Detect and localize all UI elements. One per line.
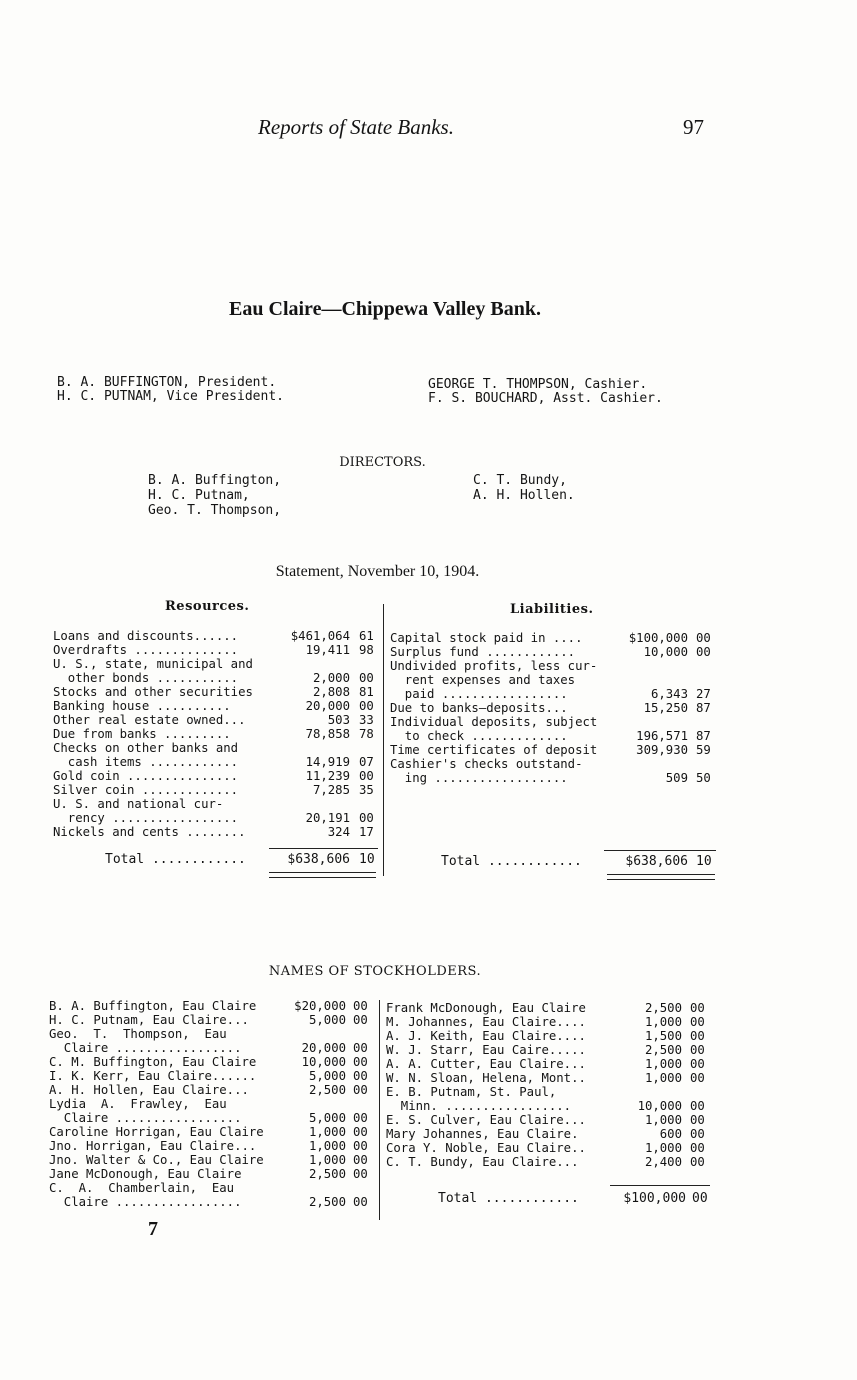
ledger-row (390, 701, 716, 715)
resources-total-label: Total ............ (105, 852, 246, 867)
resources-total-rule (269, 848, 378, 849)
officer-president: B. A. BUFFINGTON, President. (57, 375, 277, 390)
directors-right (473, 473, 575, 503)
ledger-row-cents: 00 (353, 1125, 368, 1139)
ledger-row-amount: 1,000 (644, 1141, 682, 1155)
ledger-row (386, 1099, 712, 1113)
ledger-row-amount: 11,239 (305, 769, 350, 783)
ledger-row-cents: 00 (690, 1127, 705, 1141)
ledger-row-cents: 27 (696, 687, 711, 701)
ledger-row-cents: 81 (359, 685, 374, 699)
ledger-row-cents: 00 (690, 1113, 705, 1127)
ledger-row-amount: 1,000 (644, 1057, 682, 1071)
ledger-row (386, 1057, 712, 1071)
ledger-row (386, 1001, 712, 1015)
ledger-row (53, 741, 378, 755)
ledger-row (49, 1125, 374, 1139)
ledger-row (53, 727, 378, 741)
ledger-row-cents: 61 (359, 629, 374, 643)
ledger-row-label: C. T. Bundy, Eau Claire... (386, 1155, 579, 1169)
director-name: A. H. Hollen. (473, 488, 575, 503)
page-number: 97 (683, 115, 704, 139)
officer-cashier: GEORGE T. THOMPSON, Cashier. (428, 377, 648, 392)
ledger-row (386, 1071, 712, 1085)
ledger-row-cents: 00 (353, 1195, 368, 1209)
ledger-row-amount: 6,343 (650, 687, 688, 701)
ledger-row-label: A. H. Hollen, Eau Claire... (49, 1083, 249, 1097)
ledger-row (390, 659, 716, 673)
ledger-row (390, 631, 716, 645)
ledger-row-amount: 196,571 (636, 729, 688, 743)
stockholders-total-rule (610, 1185, 710, 1186)
ledger-row-label: W. N. Sloan, Helena, Mont.. (386, 1071, 586, 1085)
ledger-row-label: B. A. Buffington, Eau Claire (49, 999, 257, 1013)
ledger-row-label: I. K. Kerr, Eau Claire...... (49, 1069, 257, 1083)
ledger-row-cents: 00 (690, 1015, 705, 1029)
ledger-row-amount: $20,000 (294, 999, 346, 1013)
ledger-row (49, 1181, 374, 1195)
ledger-row (53, 685, 378, 699)
ledger-row-label: Claire ................. (49, 1195, 242, 1209)
ledger-row-cents: 00 (353, 1167, 368, 1181)
ledger-row (390, 673, 716, 687)
ledger-row-cents: 00 (353, 1013, 368, 1027)
ledger-row-label: Surplus fund ............ (390, 645, 576, 659)
ledger-row (53, 783, 378, 797)
ledger-row (49, 1013, 374, 1027)
ledger-row-cents: 59 (696, 743, 711, 757)
ledger-row (390, 743, 716, 757)
ledger-row-amount: 1,000 (644, 1113, 682, 1127)
ledger-row (390, 771, 716, 785)
ledger-row-label: rent expenses and taxes (390, 673, 576, 687)
ledger-row (390, 687, 716, 701)
ledger-row-cents: 00 (353, 1153, 368, 1167)
ledger-row-label: Silver coin ............. (53, 783, 239, 797)
ledger-row-label: Gold coin ............... (53, 769, 239, 783)
ledger-row-amount: 5,000 (308, 1013, 346, 1027)
ledger-row (390, 729, 716, 743)
ledger-row (53, 825, 378, 839)
ledger-row-amount: 20,191 (305, 811, 350, 825)
ledger-row (49, 1083, 374, 1097)
ledger-row-amount: 2,500 (644, 1001, 682, 1015)
ledger-row-label: to check ............. (390, 729, 568, 743)
ledger-row-cents: 00 (690, 1029, 705, 1043)
ledger-row (49, 1097, 374, 1111)
ledger-row-amount: 20,000 (301, 1041, 346, 1055)
signature-mark: 7 (148, 1218, 158, 1240)
resources-total-double-rule (269, 872, 376, 878)
ledger-row-label: U. S. and national cur- (53, 797, 224, 811)
ledger-row-label: Lydia A. Frawley, Eau (49, 1097, 227, 1111)
officers-right (428, 378, 663, 406)
ledger-row-cents: 00 (690, 1071, 705, 1085)
ledger-row-cents: 00 (353, 1069, 368, 1083)
ledger-row-cents: 00 (353, 1041, 368, 1055)
ledger-row-label: Mary Johannes, Eau Claire. (386, 1127, 579, 1141)
ledger-row-label: Capital stock paid in .... (390, 631, 583, 645)
director-name: Geo. T. Thompson, (148, 503, 282, 518)
resources-table (53, 629, 378, 839)
ledger-row-amount: 509 (665, 771, 688, 785)
ledger-row-label: Caroline Horrigan, Eau Claire (49, 1125, 264, 1139)
ledger-row-amount: 1,000 (308, 1139, 346, 1153)
ledger-row-cents: 87 (696, 729, 711, 743)
liabilities-total-double-rule (607, 874, 715, 880)
officers-left (57, 376, 284, 404)
ledger-row (53, 769, 378, 783)
ledger-row-cents: 00 (690, 1057, 705, 1071)
stockholders-total-label: Total ............ (438, 1191, 579, 1206)
stockholders-total-amount: $100,000 (623, 1191, 686, 1206)
ledger-row (49, 999, 374, 1013)
ledger-row-cents: 00 (359, 811, 374, 825)
ledger-row-amount: 10,000 (301, 1055, 346, 1069)
ledger-row-label: Minn. ................. (386, 1099, 572, 1113)
statement-title: Statement, November 10, 1904. (275, 563, 480, 580)
officer-vice-president: H. C. PUTNAM, Vice President. (57, 389, 284, 404)
ledger-row-amount: 2,500 (644, 1043, 682, 1057)
ledger-row-label: ing .................. (390, 771, 568, 785)
ledger-row-label: Jno. Horrigan, Eau Claire... (49, 1139, 257, 1153)
directors-left (148, 473, 281, 518)
ledger-row-cents: 00 (353, 1083, 368, 1097)
ledger-row-label: Due from banks ......... (53, 727, 231, 741)
liabilities-heading: Liabilities. (510, 602, 594, 617)
ledger-row-amount: 19,411 (305, 643, 350, 657)
ledger-row-cents: 00 (353, 1055, 368, 1069)
ledger-row-label: Claire ................. (49, 1111, 242, 1125)
ledger-row-amount: 2,500 (308, 1083, 346, 1097)
ledger-row-cents: 00 (696, 631, 711, 645)
ledger-row (49, 1153, 374, 1167)
ledger-row (386, 1155, 712, 1169)
ledger-row-cents: 00 (359, 699, 374, 713)
ledger-row (49, 1069, 374, 1083)
ledger-row-label: Time certificates of deposit (390, 743, 598, 757)
ledger-row (386, 1043, 712, 1057)
ledger-row-amount: 2,000 (312, 671, 350, 685)
ledger-row-cents: 00 (690, 1001, 705, 1015)
statement-divider (383, 604, 384, 876)
stockholders-heading: NAMES OF STOCKHOLDERS. (268, 964, 482, 979)
ledger-row-amount: 15,250 (643, 701, 688, 715)
ledger-row-label: C. M. Buffington, Eau Claire (49, 1055, 257, 1069)
ledger-row (53, 755, 378, 769)
ledger-row (390, 645, 716, 659)
ledger-row-label: Banking house .......... (53, 699, 231, 713)
ledger-row (49, 1167, 374, 1181)
ledger-row-cents: 00 (353, 1139, 368, 1153)
ledger-row-amount: 5,000 (308, 1111, 346, 1125)
ledger-row-cents: 00 (690, 1099, 705, 1113)
ledger-row-cents: 00 (359, 769, 374, 783)
liabilities-table (390, 631, 716, 785)
ledger-row-cents: 00 (353, 999, 368, 1013)
ledger-row-amount: 10,000 (643, 645, 688, 659)
liabilities-total-label: Total ............ (441, 854, 582, 869)
ledger-row-label: E. S. Culver, Eau Claire... (386, 1113, 586, 1127)
ledger-row-label: Claire ................. (49, 1041, 242, 1055)
ledger-row (53, 699, 378, 713)
ledger-row-label: Cashier's checks outstand- (390, 757, 583, 771)
ledger-row-amount: 78,858 (305, 727, 350, 741)
ledger-row (53, 797, 378, 811)
ledger-row (386, 1141, 712, 1155)
ledger-row-amount: 20,000 (305, 699, 350, 713)
ledger-row-cents: 98 (359, 643, 374, 657)
ledger-row-label: Undivided profits, less cur- (390, 659, 598, 673)
ledger-row-cents: 00 (359, 671, 374, 685)
ledger-row-amount: 1,000 (308, 1125, 346, 1139)
ledger-row-amount: $100,000 (628, 631, 688, 645)
officer-asst-cashier: F. S. BOUCHARD, Asst. Cashier. (428, 391, 663, 406)
ledger-row-amount: 309,930 (636, 743, 688, 757)
ledger-row-cents: 50 (696, 771, 711, 785)
running-header-title: Reports of State Banks. (258, 115, 454, 139)
bank-title: Eau Claire—Chippewa Valley Bank. (229, 298, 541, 320)
ledger-row-cents: 17 (359, 825, 374, 839)
director-name: H. C. Putnam, (148, 488, 250, 503)
ledger-row-label: H. C. Putnam, Eau Claire... (49, 1013, 249, 1027)
ledger-row-label: E. B. Putnam, St. Paul, (386, 1085, 557, 1099)
ledger-row-label: Jane McDonough, Eau Claire (49, 1167, 242, 1181)
ledger-row-cents: 00 (353, 1111, 368, 1125)
ledger-row (53, 811, 378, 825)
ledger-row-amount: 600 (659, 1127, 682, 1141)
stockholders-left-table (49, 999, 374, 1209)
ledger-row-cents: 00 (690, 1043, 705, 1057)
ledger-row-amount: 1,000 (644, 1071, 682, 1085)
ledger-row-label: Other real estate owned... (53, 713, 246, 727)
ledger-row-amount: 1,000 (308, 1153, 346, 1167)
ledger-row-label: other bonds ........... (53, 671, 239, 685)
ledger-row-amount: 2,500 (308, 1195, 346, 1209)
ledger-row-amount: 7,285 (312, 783, 350, 797)
ledger-row-label: M. Johannes, Eau Claire.... (386, 1015, 586, 1029)
ledger-row-label: A. J. Keith, Eau Claire.... (386, 1029, 586, 1043)
ledger-row (53, 713, 378, 727)
ledger-row-amount: 1,000 (644, 1015, 682, 1029)
ledger-row-cents: 00 (690, 1141, 705, 1155)
ledger-row-label: paid ................. (390, 687, 568, 701)
ledger-row-label: Checks on other banks and (53, 741, 239, 755)
resources-total-cents: 10 (359, 852, 375, 867)
ledger-row-label: Jno. Walter & Co., Eau Claire (49, 1153, 264, 1167)
ledger-row (390, 715, 716, 729)
ledger-row-label: Due to banks—deposits... (390, 701, 568, 715)
ledger-row-amount: 5,000 (308, 1069, 346, 1083)
liabilities-total-cents: 10 (696, 854, 712, 869)
ledger-row-cents: 87 (696, 701, 711, 715)
ledger-row-cents: 00 (696, 645, 711, 659)
liabilities-total-rule (604, 850, 716, 851)
ledger-row-label: Individual deposits, subject (390, 715, 598, 729)
ledger-row-cents: 33 (359, 713, 374, 727)
ledger-row (386, 1127, 712, 1141)
ledger-row (53, 671, 378, 685)
stockholders-right-table (386, 1001, 712, 1169)
ledger-row-label: Nickels and cents ........ (53, 825, 246, 839)
ledger-row (49, 1055, 374, 1069)
ledger-row-amount: 324 (327, 825, 350, 839)
stockholders-divider (379, 1000, 380, 1220)
ledger-row-label: Geo. T. Thompson, Eau (49, 1027, 227, 1041)
ledger-row-cents: 35 (359, 783, 374, 797)
ledger-row-cents: 78 (359, 727, 374, 741)
ledger-row-amount: 2,400 (644, 1155, 682, 1169)
ledger-row-label: Overdrafts .............. (53, 643, 239, 657)
ledger-row-amount: $461,064 (290, 629, 350, 643)
directors-heading: DIRECTORS. (339, 455, 426, 470)
ledger-row-amount: 503 (327, 713, 350, 727)
ledger-row (53, 643, 378, 657)
ledger-row-label: cash items ............ (53, 755, 239, 769)
ledger-row (49, 1195, 374, 1209)
resources-heading: Resources. (165, 599, 250, 614)
ledger-row-label: Stocks and other securities (53, 685, 253, 699)
ledger-row-label: Cora Y. Noble, Eau Claire.. (386, 1141, 586, 1155)
ledger-row (386, 1029, 712, 1043)
ledger-row-label: C. A. Chamberlain, Eau (49, 1181, 235, 1195)
ledger-row (49, 1041, 374, 1055)
liabilities-total-amount: $638,606 (625, 854, 688, 869)
ledger-row-label: A. A. Cutter, Eau Claire... (386, 1057, 586, 1071)
ledger-row-label: Frank McDonough, Eau Claire (386, 1001, 586, 1015)
ledger-row-amount: 2,500 (308, 1167, 346, 1181)
ledger-row (386, 1015, 712, 1029)
ledger-row (53, 657, 378, 671)
ledger-row (386, 1085, 712, 1099)
director-name: B. A. Buffington, (148, 473, 282, 488)
director-name: C. T. Bundy, (473, 473, 567, 488)
resources-total-amount: $638,606 (287, 852, 350, 867)
ledger-row (49, 1111, 374, 1125)
ledger-row-amount: 2,808 (312, 685, 350, 699)
ledger-row-label: W. J. Starr, Eau Caire..... (386, 1043, 586, 1057)
ledger-row-label: Loans and discounts...... (53, 629, 239, 643)
ledger-row-label: rency ................. (53, 811, 239, 825)
stockholders-total-cents: 00 (692, 1191, 708, 1206)
ledger-row (53, 629, 378, 643)
ledger-row (49, 1139, 374, 1153)
ledger-row-cents: 00 (690, 1155, 705, 1169)
ledger-row (390, 757, 716, 771)
ledger-row (49, 1027, 374, 1041)
ledger-row-amount: 14,919 (305, 755, 350, 769)
ledger-row (386, 1113, 712, 1127)
ledger-row-amount: 1,500 (644, 1029, 682, 1043)
ledger-row-cents: 07 (359, 755, 374, 769)
ledger-row-amount: 10,000 (637, 1099, 682, 1113)
ledger-row-label: U. S., state, municipal and (53, 657, 253, 671)
